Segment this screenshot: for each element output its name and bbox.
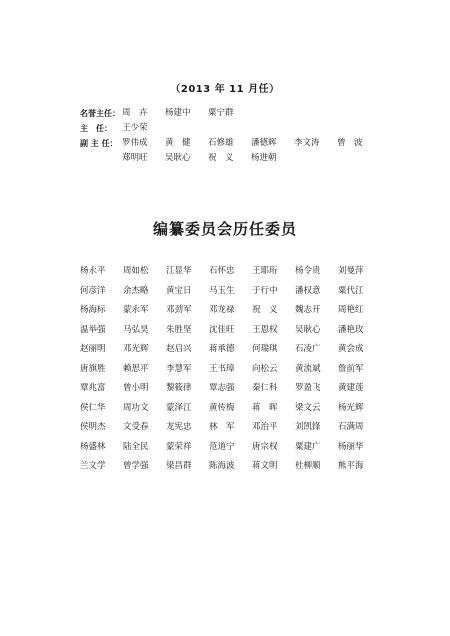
member-name: 覃兆富: [80, 383, 106, 393]
member-name: 杨永平: [80, 266, 106, 276]
member-name: 向松云: [252, 363, 278, 374]
member-name: 杜柳顺: [295, 461, 321, 471]
member-name: 黄宝日: [166, 285, 192, 296]
member-name: 詹前军: [338, 363, 364, 374]
member-name: 邓劲军: [166, 305, 192, 315]
leader-name: 李文涛: [294, 138, 320, 148]
member-name: 魏志开: [295, 305, 321, 315]
member-name: 石凌广: [295, 344, 321, 354]
member-name: 刘凯锋: [295, 422, 321, 432]
leader-name: 杨进朝: [251, 153, 277, 163]
member-name: 王书璋: [209, 363, 235, 374]
leader-name: 罗伟成: [122, 138, 148, 148]
member-name: 兰文学: [80, 461, 106, 471]
member-name: 石怀忠: [209, 266, 235, 276]
member-name: 杨光辉: [338, 402, 364, 413]
member-name: 陈海波: [209, 461, 235, 471]
member-name: 王恩权: [252, 324, 278, 335]
leadership-list: [80, 106, 380, 166]
member-name: 吴耿心: [295, 324, 321, 335]
leader-row: [80, 106, 380, 121]
member-name: 文受春: [123, 422, 149, 432]
member-name: 黎筱律: [166, 383, 192, 393]
leader-role: 副 主 任：: [80, 139, 118, 148]
member-name: 蒙荣祥: [166, 441, 192, 452]
leader-name: 周 卉: [122, 108, 148, 118]
member-name: 沈佳旺: [209, 324, 235, 335]
member-name: 蒙永军: [123, 305, 149, 315]
leader-name: 黄 健: [165, 138, 191, 148]
member-name: 黄流斌: [295, 363, 321, 374]
member-name: 周如松: [123, 266, 149, 276]
member-name: 何彦洋: [80, 285, 106, 296]
leader-name: 王少荣: [122, 123, 148, 133]
member-name: 马玉生: [209, 285, 235, 296]
session-heading: （2013 年 11 月任）: [170, 84, 280, 95]
leader-name: 潘德辉: [251, 138, 277, 148]
leader-name: 吴耿心: [165, 153, 191, 163]
leader-name: 杨建中: [165, 108, 191, 118]
member-name: 侯仁华: [80, 402, 106, 413]
member-name-grid: [80, 262, 380, 477]
leader-name: 曾 波: [337, 138, 363, 148]
member-name: 蒙泽江: [166, 402, 192, 413]
member-name: 石满周: [338, 422, 364, 432]
member-name: 潘权意: [295, 285, 321, 296]
leader-role: 名誉主任：: [80, 109, 120, 118]
member-name: 粟代江: [338, 285, 364, 296]
leader-role: 主 任：: [80, 124, 112, 133]
member-name: 于行中: [252, 285, 278, 296]
member-name: 余杰略: [123, 285, 149, 296]
member-name: 邓治平: [252, 422, 278, 432]
member-name: 黄会成: [338, 344, 364, 354]
member-name: 黄建莲: [338, 383, 364, 393]
member-name: 曾小明: [123, 383, 149, 393]
leader-row: [80, 121, 380, 136]
member-name: 熊平海: [338, 461, 364, 471]
member-name: 蒋 晖: [252, 402, 278, 413]
member-name: 李慧军: [166, 363, 192, 374]
member-name: 邓光辉: [123, 344, 149, 354]
member-name: 周功文: [123, 402, 149, 413]
member-name: 周艳红: [338, 305, 364, 315]
leader-name: 粟宁群: [208, 108, 234, 118]
member-name: 龙宪忠: [166, 422, 192, 432]
member-name: 罗盈飞: [295, 383, 321, 393]
member-name: 马弘昊: [123, 324, 149, 335]
leader-row: [80, 136, 380, 151]
leader-name: 祝 义: [208, 153, 234, 163]
member-name: 杨令贵: [295, 266, 321, 276]
member-name: 粟建广: [295, 441, 321, 452]
member-name: 秦仁科: [252, 383, 278, 393]
member-name: 赖思平: [123, 363, 149, 374]
member-name: 王耶珩: [252, 266, 278, 276]
member-name: 范道宁: [209, 441, 235, 452]
member-name: 蒋承德: [209, 344, 235, 354]
leader-name: 石修雄: [208, 138, 234, 148]
member-name: 江显华: [166, 266, 192, 276]
member-name: 侯明杰: [80, 422, 106, 432]
member-name: 唐旗胜: [80, 363, 106, 374]
member-name: 杨盛林: [80, 441, 106, 452]
member-name: 邓龙禄: [209, 305, 235, 315]
member-name: 温举强: [80, 324, 106, 335]
member-name: 黄传梅: [209, 402, 235, 413]
leader-name: 郑明旺: [122, 153, 148, 163]
member-name: 陆全民: [123, 441, 149, 452]
member-name: 梁昌群: [166, 461, 192, 471]
member-name: 蒋文明: [252, 461, 278, 471]
member-name: 刘曼萍: [338, 266, 364, 276]
member-name: 梁文云: [295, 402, 321, 413]
leader-row: [122, 151, 380, 166]
section-title: 编纂委员会历任委员: [152, 220, 297, 238]
member-name: 赵丽明: [80, 344, 106, 354]
member-name: 杨海标: [80, 305, 106, 315]
member-name: 林 军: [209, 422, 235, 432]
member-name: 潘艳玫: [338, 324, 364, 335]
member-name: 朱胜坚: [166, 324, 192, 335]
member-name: 赵启兴: [166, 344, 192, 354]
member-name: 杨丽华: [338, 441, 364, 452]
member-name: 曾学强: [123, 461, 149, 471]
member-name: 唐宗权: [252, 441, 278, 452]
member-name: 何瑞琪: [252, 344, 278, 354]
member-name: 覃志强: [209, 383, 235, 393]
member-name: 祝 义: [252, 305, 278, 315]
